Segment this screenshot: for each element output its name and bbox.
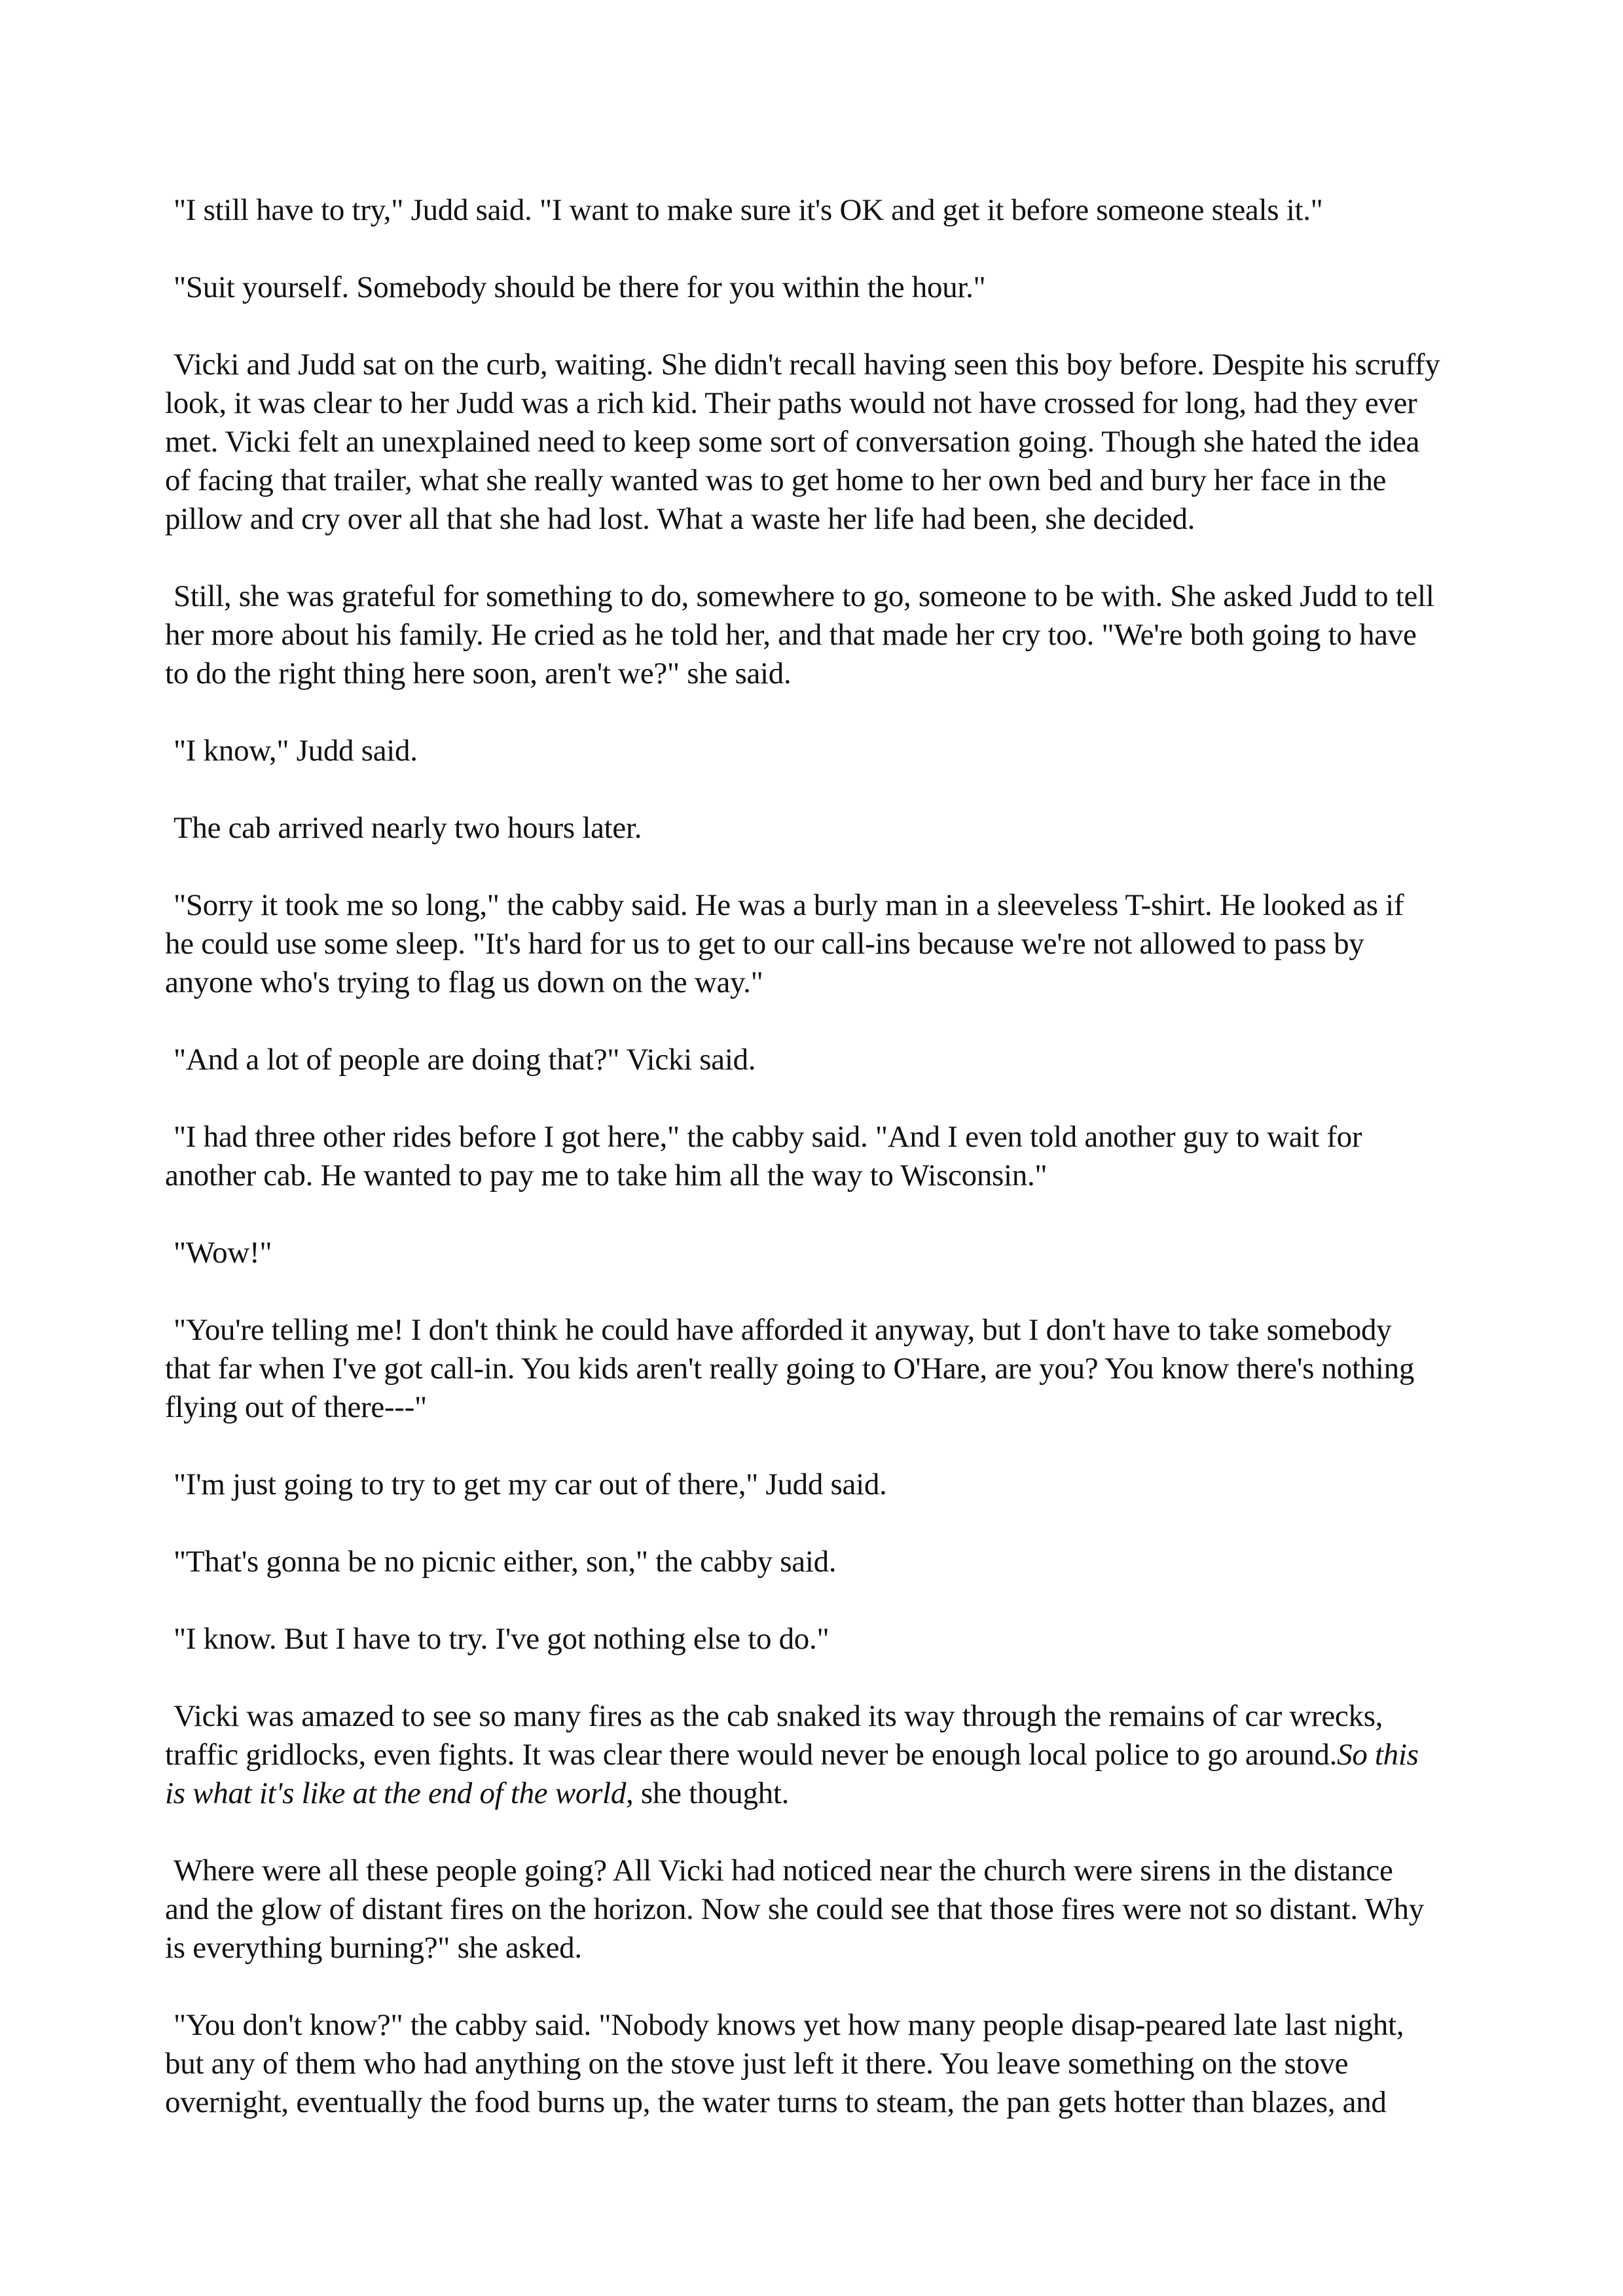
italic-thought: So this is what it's like at the end of the world, [165, 1738, 1419, 1810]
paragraph: "Wow!" [173, 1236, 272, 1270]
paragraph: "And a lot of people are doing that?" Vicki said. [173, 1043, 756, 1077]
paragraph: "Suit yourself. Somebody should be there for you within the hour." [173, 270, 986, 304]
paragraph: "You're telling me! I don't think he could have afforded it anyway, but I don't have to take somebody that far when I've got call-in. You kids aren't really going to O'Hare, are you? You know there's nothing flying out of there---" [165, 1313, 1415, 1424]
paragraph: "You don't know?" the cabby said. "Nobody knows yet how many people disap-peared late last night, but any of them who had anything on the stove just left it there. You leave something on the stove overnight, eventually the food burns up, the water turns to steam, the pan gets hotter than blazes, and [165, 2008, 1404, 2119]
paragraph-text-before: Vicki was amazed to see so many fires as the cab snaked its way through the remains of car wrecks, traffic gridlocks, even fights. It was clear there would never be enough local police to go around. [165, 1699, 1383, 1772]
paragraph: "I still have to try," Judd said. "I want to make sure it's OK and get it before someone steals it." [173, 193, 1323, 227]
paragraph: "I know. But I have to try. I've got nothing else to do." [173, 1622, 830, 1656]
paragraph: The cab arrived nearly two hours later. [173, 811, 642, 845]
paragraph-with-italic [165, 1697, 1533, 1813]
paragraph: "Sorry it took me so long," the cabby said. He was a burly man in a sleeveless T-shirt. He looked as if he could use some sleep. "It's hard for us to get to our call-ins because we're not allowed to pass by anyone who's trying to flag us down on the way." [165, 888, 1404, 999]
paragraph-text-after: she thought. [633, 1776, 790, 1810]
paragraph: "I'm just going to try to get my car out of there," Judd said. [173, 1467, 887, 1501]
paragraph: Vicki and Judd sat on the curb, waiting. She didn't recall having seen this boy before. Despite his scruffy look, it was clear to her Judd was a rich kid. Their paths would not have crossed for long, had they ever met. Vicki felt an unexplained need to keep some sort of conversation going. Though she hated the idea of facing that trailer, what she really wanted was to get home to her own bed and bury her face in the pillow and cry over all that she had lost. What a waste her life had been, she decided. [165, 348, 1440, 536]
paragraph: "That's gonna be no picnic either, son," the cabby said. [173, 1545, 837, 1579]
paragraph: Where were all these people going? All Vicki had noticed near the church were sirens in the distance and the glow of distant fires on the horizon. Now she could see that those fires were not so distant. Why is everything burning?" she asked. [165, 1854, 1424, 1965]
paragraph: "I know," Judd said. [173, 734, 418, 768]
body-text [165, 191, 1533, 2161]
paragraph: Still, she was grateful for something to do, somewhere to go, someone to be with. She asked Judd to tell her more about his family. He cried as he told her, and that made her cry too. "We're both going to have to do the right thing here soon, aren't we?" she said. [165, 579, 1434, 691]
paragraph: "I had three other rides before I got here," the cabby said. "And I even told another guy to wait for another cab. He wanted to pay me to take him all the way to Wisconsin." [165, 1120, 1362, 1193]
